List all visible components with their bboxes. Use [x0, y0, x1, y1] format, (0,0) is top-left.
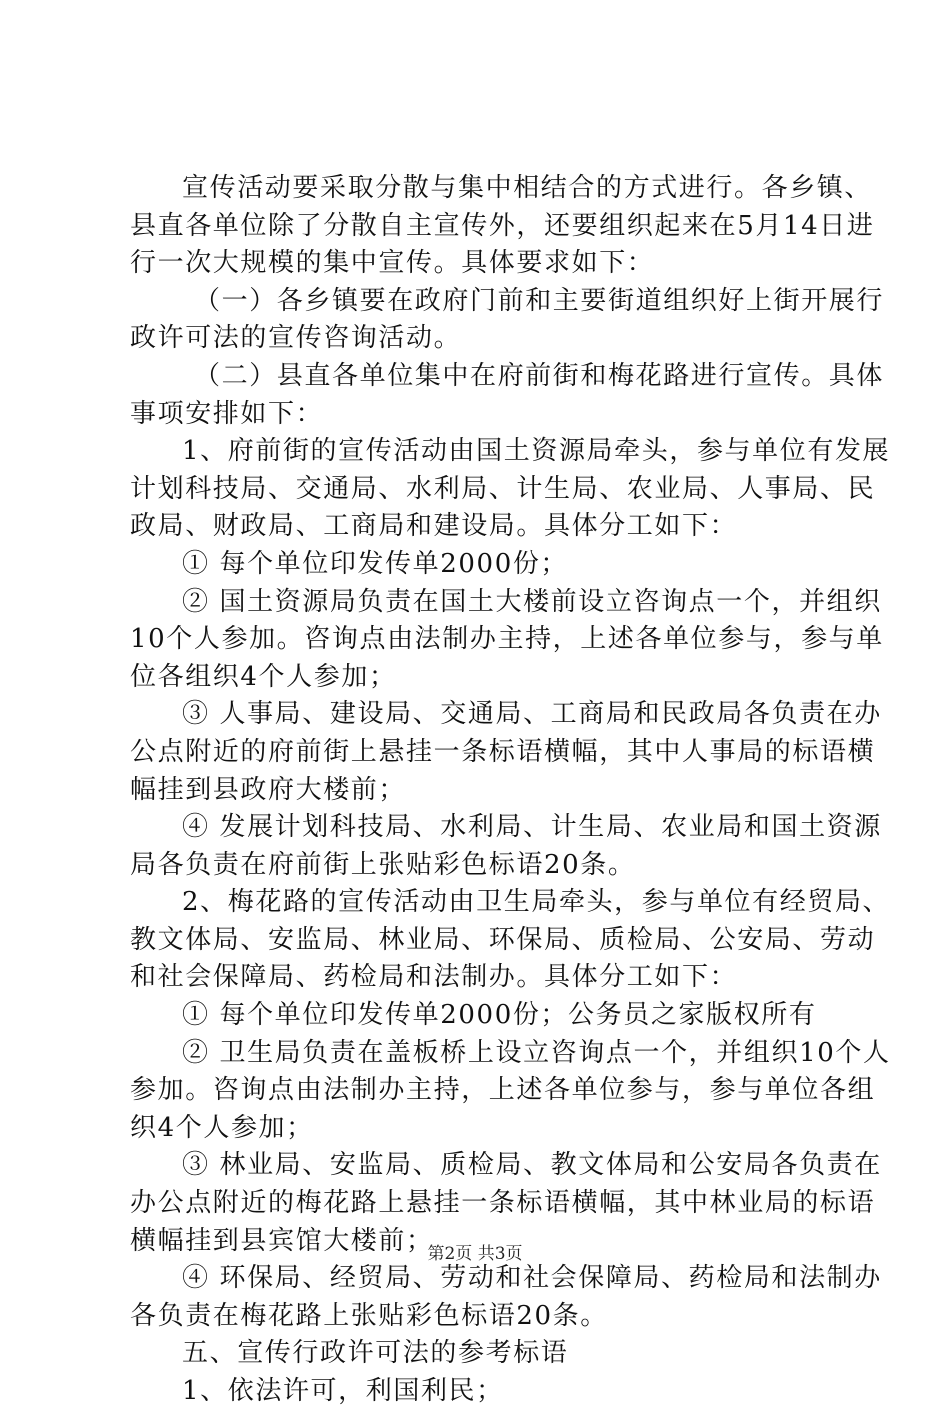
text-line: ④ 环保局、经贸局、劳动和社会保障局、药检局和法制办 — [182, 1263, 882, 1294]
text-line: 教文体局、安监局、林业局、环保局、质检局、公安局、劳动 — [130, 924, 876, 955]
text-line: 参加。咨询点由法制办主持，上述各单位参与，参与单位各组 — [130, 1075, 876, 1106]
text-line: 幅挂到县政府大楼前； — [130, 774, 407, 805]
text-line: ④ 发展计划科技局、水利局、计生局、农业局和国土资源 — [182, 812, 882, 843]
text-line: ③ 林业局、安监局、质检局、教文体局和公安局各负责在 — [182, 1150, 882, 1181]
text-line: 县直各单位除了分散自主宣传外，还要组织起来在5月14日进 — [130, 210, 875, 241]
document-body — [130, 170, 891, 1411]
text-line: ③ 人事局、建设局、交通局、工商局和民政局各负责在办 — [182, 699, 882, 730]
text-line: 政局、财政局、工商局和建设局。具体分工如下： — [130, 511, 738, 542]
text-line: 10个人参加。咨询点由法制办主持，上述各单位参与，参与单 — [130, 624, 884, 655]
text-line: 局各负责在府前街上张贴彩色标语20条。 — [130, 849, 636, 880]
text-line: 公点附近的府前街上悬挂一条标语横幅，其中人事局的标语横 — [130, 736, 876, 767]
text-line: 宣传活动要采取分散与集中相结合的方式进行。各乡镇、 — [182, 173, 873, 203]
text-line: 办公点附近的梅花路上悬挂一条标语横幅，其中林业局的标语 — [130, 1188, 876, 1219]
section-heading: 五、宣传行政许可法的参考标语 — [182, 1338, 569, 1369]
text-line: 横幅挂到县宾馆大楼前； — [130, 1225, 434, 1256]
text-line: ① 每个单位印发传单2000份；公务员之家版权所有 — [182, 1000, 817, 1031]
text-line: 2、梅花路的宣传活动由卫生局牵头，参与单位有经贸局、 — [182, 887, 891, 918]
text-line: 计划科技局、交通局、水利局、计生局、农业局、人事局、民 — [130, 473, 876, 504]
text-line: 政许可法的宣传咨询活动。 — [130, 323, 462, 354]
text-line: 位各组织4个人参加； — [130, 661, 397, 692]
text-line: 各负责在梅花路上张贴彩色标语20条。 — [130, 1300, 608, 1331]
text-line: ② 卫生局负责在盖板桥上设立咨询点一个，并组织10个人 — [182, 1037, 891, 1068]
text-line: （一）各乡镇要在政府门前和主要街道组织好上街开展行 — [194, 285, 885, 316]
text-line: 事项安排如下： — [130, 398, 324, 429]
text-line: ② 国土资源局负责在国土大楼前设立咨询点一个，并组织 — [182, 586, 882, 617]
text-line: 织4个人参加； — [130, 1112, 314, 1143]
text-line: 和社会保障局、药检局和法制办。具体分工如下： — [130, 962, 738, 993]
text-line: 1、依法许可，利国利民； — [182, 1376, 504, 1406]
text-line: （二）县直各单位集中在府前街和梅花路进行宣传。具体 — [194, 360, 885, 391]
text-line: 1、府前街的宣传活动由国土资源局牵头，参与单位有发展 — [182, 436, 891, 467]
page-footer: 第2页 共3页 — [427, 1244, 523, 1264]
text-line: 行一次大规模的集中宣传。具体要求如下： — [130, 248, 655, 279]
text-line: ① 每个单位印发传单2000份； — [182, 548, 569, 579]
